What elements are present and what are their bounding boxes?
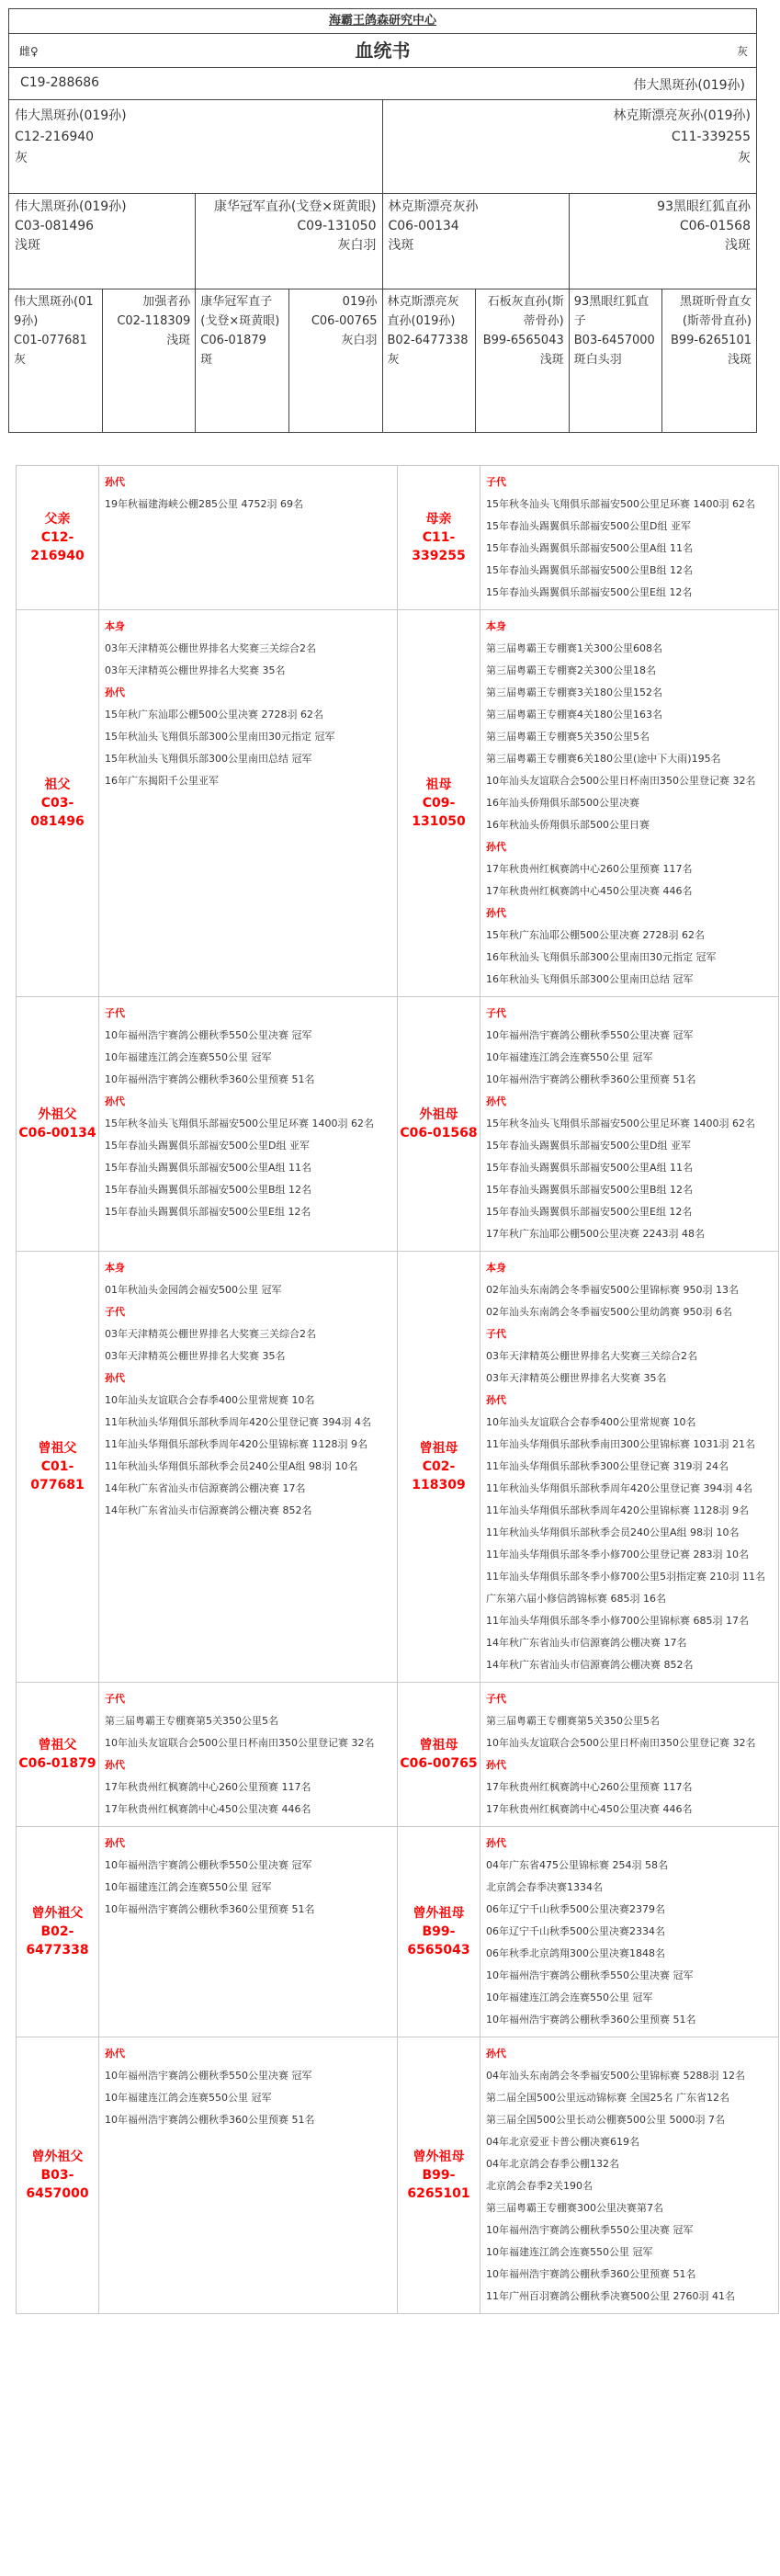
record-section-heading: 子代 (486, 476, 506, 488)
ggp-name: 黑斑昕骨直女(斯蒂骨直孙) (679, 295, 752, 328)
record-line: 15年秋广东汕耶公棚500公里决赛 2728羽 62名 (105, 709, 323, 721)
ancestor-records (480, 466, 779, 610)
grandparent-name: 93黑眼红狐直孙 (657, 199, 751, 214)
record-line: 第三届粤霸王专棚赛第5关350公里5名 (105, 1715, 278, 1727)
record-line: 06年辽宁千山秋季500公里决赛2334名 (486, 1925, 665, 1937)
record-section-heading: 孙代 (486, 907, 506, 919)
record-section-heading: 孙代 (105, 1372, 125, 1384)
grandparent-name: 康华冠军直孙(戈登×斑黄眼) (213, 199, 377, 214)
ancestor-ring: C06-01879 (18, 1756, 96, 1771)
record-line: 15年春汕头踢翼俱乐部福安500公里B组 12名 (486, 564, 694, 576)
ancestor-label (17, 2037, 99, 2314)
ggp-ring: B99-6265101 (670, 334, 752, 347)
ggp-color: 浅斑 (539, 353, 564, 367)
record-line: 10年福州浩宇赛鸽公棚秋季360公里预赛 51名 (105, 1903, 315, 1915)
record-line: 北京鸽会春季2关190名 (486, 2180, 593, 2192)
great-grandparent-cell (289, 289, 383, 432)
record-line: 10年汕头友谊联合会春季400公里常规赛 10名 (486, 1416, 696, 1428)
ancestor-label (398, 466, 480, 610)
ancestor-role: 外祖母 (419, 1107, 458, 1122)
record-line: 16年秋汕头飞翔俱乐部300公里南田总结 冠军 (486, 973, 694, 985)
record-line: 15年春汕头踢翼俱乐部福安500公里A组 11名 (486, 542, 694, 554)
grandparent-cell (383, 194, 570, 289)
ancestor-label (17, 1252, 99, 1683)
ancestor-records (99, 997, 398, 1252)
ancestor-records (99, 610, 398, 997)
record-row (17, 1827, 779, 2037)
record-line: 17年秋贵州红枫赛鸽中心450公里决赛 446名 (486, 885, 693, 897)
record-section-heading: 子代 (105, 1693, 125, 1705)
grandparent-color: 浅斑 (725, 238, 751, 253)
ancestor-label (17, 610, 99, 997)
record-line: 15年秋冬汕头飞翔俱乐部福安500公里足环赛 1400羽 62名 (486, 498, 755, 510)
dam-ring: C11-339255 (671, 130, 751, 144)
ggp-ring: C02-118309 (117, 314, 191, 328)
record-row (17, 2037, 779, 2314)
ancestor-label (17, 466, 99, 610)
generation-parents (9, 100, 756, 194)
record-line: 10年福州浩宇赛鸽公棚秋季360公里预赛 51名 (486, 2014, 696, 2026)
record-line: 15年春汕头踢翼俱乐部福安500公里A组 11名 (486, 1162, 694, 1174)
record-row (17, 1252, 779, 1683)
record-line: 11年汕头华翔俱乐部冬季小修700公里登记赛 283羽 10名 (486, 1549, 749, 1560)
record-line: 06年辽宁千山秋季500公里决赛2379名 (486, 1903, 665, 1915)
grandparent-cell (196, 194, 382, 289)
pigeon-color: 灰 (736, 45, 748, 58)
record-line: 10年福州浩宇赛鸽公棚秋季550公里决赛 冠军 (486, 2224, 694, 2236)
ggp-ring: B99-6565043 (482, 334, 564, 347)
subject-row (9, 68, 756, 100)
dam-color: 灰 (738, 151, 751, 165)
record-line: 03年天津精英公棚世界排名大奖赛 35名 (105, 1350, 286, 1362)
record-section-heading: 孙代 (105, 1095, 125, 1107)
record-line: 11年秋汕头华翔俱乐部秋季会员240公里A组 98羽 10名 (486, 1526, 740, 1538)
org-title: 海霸王鸽森研究中心 (9, 9, 756, 34)
record-line: 15年春汕头踢翼俱乐部福安500公里B组 12名 (486, 1184, 694, 1196)
ancestor-role: 曾外祖母 (413, 2150, 465, 2164)
ancestor-role: 外祖父 (38, 1107, 77, 1122)
record-line: 15年春汕头踢翼俱乐部福安500公里D组 亚军 (486, 520, 691, 532)
record-line: 11年广州百羽赛鸽公棚秋季决赛500公里 2760羽 41名 (486, 2290, 735, 2302)
record-line: 第三届粤霸王专棚赛3关180公里152名 (486, 687, 662, 698)
great-grandparent-cell (570, 289, 663, 432)
record-line: 02年汕头东南鸽会冬季福安500公里幼鸽赛 950羽 6名 (486, 1306, 732, 1318)
ggp-name: 伟大黑斑孙(019孙) (14, 295, 94, 328)
ggp-color: 灰白羽 (341, 334, 378, 347)
sex-label: 雌♀ (19, 45, 39, 58)
record-line: 14年秋广东省汕头市信源赛鸽公棚决赛 17名 (486, 1637, 687, 1649)
record-line: 第三届粤霸王专棚赛1关300公里608名 (486, 642, 662, 654)
record-line: 10年汕头友谊联合会500公里日杯南田350公里登记赛 32名 (486, 1737, 756, 1749)
great-grandparent-cell (9, 289, 103, 432)
record-line: 10年福州浩宇赛鸽公棚秋季550公里决赛 冠军 (486, 1029, 694, 1041)
ggp-color: 灰 (387, 353, 400, 367)
ancestor-label (17, 1827, 99, 2037)
record-line: 11年汕头华翔俱乐部秋季300公里登记赛 319羽 24名 (486, 1460, 729, 1472)
record-line: 06年秋季北京鸽翔300公里决赛1848名 (486, 1947, 665, 1959)
ancestor-role: 祖母 (425, 777, 452, 792)
generation-grandparents (9, 194, 756, 289)
record-line: 03年天津精英公棚世界排名大奖赛三关综合2名 (486, 1350, 697, 1362)
ggp-ring: B02-6477338 (387, 334, 469, 347)
record-line: 10年福建连江鸽会连赛550公里 冠军 (486, 2246, 653, 2258)
record-line: 第三届粤霸王专棚赛第5关350公里5名 (486, 1715, 660, 1727)
ggp-ring: B03-6457000 (573, 334, 655, 347)
record-line: 03年天津精英公棚世界排名大奖赛三关综合2名 (105, 642, 316, 654)
ancestor-role: 曾外祖父 (31, 1906, 84, 1921)
ancestor-role: 曾祖父 (38, 1738, 77, 1753)
record-section-heading: 本身 (486, 1262, 506, 1274)
record-section-heading: 本身 (105, 1262, 125, 1274)
sire-name: 伟大黑斑孙(019孙) (15, 108, 127, 123)
ancestor-role: 曾祖母 (419, 1738, 458, 1753)
record-section-heading: 孙代 (486, 1095, 506, 1107)
grandparent-color: 浅斑 (388, 238, 414, 253)
ancestor-role: 母亲 (425, 512, 452, 527)
record-line: 15年春汕头踢翼俱乐部福安500公里E组 12名 (486, 586, 693, 598)
ancestor-label (398, 610, 480, 997)
record-section-heading: 子代 (486, 1328, 506, 1340)
record-line: 15年春汕头踢翼俱乐部福安500公里E组 12名 (486, 1206, 693, 1218)
ggp-color: 浅斑 (727, 353, 752, 367)
record-line: 15年春汕头踢翼俱乐部福安500公里D组 亚军 (105, 1140, 310, 1152)
grandparent-color: 浅斑 (15, 238, 40, 253)
ancestor-label (398, 1827, 480, 2037)
record-row (17, 610, 779, 997)
record-line: 11年汕头华翔俱乐部冬季小修700公里锦标赛 685羽 17名 (486, 1615, 749, 1627)
record-line: 17年秋贵州红枫赛鸽中心260公里预赛 117名 (486, 863, 693, 875)
great-grandparent-cell (662, 289, 756, 432)
record-row (17, 997, 779, 1252)
record-line: 15年秋汕头飞翔俱乐部300公里南田总结 冠军 (105, 753, 312, 765)
record-section-heading: 孙代 (486, 841, 506, 853)
record-line: 03年天津精英公棚世界排名大奖赛三关综合2名 (105, 1328, 316, 1340)
record-line: 17年秋贵州红枫赛鸽中心260公里预赛 117名 (486, 1781, 693, 1793)
subject-lineage: 伟大黑斑孙(019孙) (633, 78, 745, 93)
record-line: 10年福州浩宇赛鸽公棚秋季550公里决赛 冠军 (486, 1969, 694, 1981)
great-grandparent-cell (196, 289, 289, 432)
ancestor-records (480, 1683, 779, 1827)
record-line: 10年福建连江鸽会连赛550公里 冠军 (105, 1881, 272, 1893)
record-line: 16年汕头侨翔俱乐部500公里决赛 (486, 797, 639, 809)
record-line: 北京鸽会春季决赛1334名 (486, 1881, 603, 1893)
ancestor-role: 父亲 (44, 512, 71, 527)
record-line: 10年福建连江鸽会连赛550公里 冠军 (105, 2092, 272, 2104)
record-line: 第三届粤霸王专棚赛300公里决赛第7名 (486, 2202, 663, 2214)
grandparent-ring: C06-00134 (388, 219, 459, 233)
grandparent-ring: C03-081496 (15, 219, 95, 233)
grandparent-ring: C06-01568 (679, 219, 751, 233)
record-section-heading: 孙代 (486, 1759, 506, 1771)
record-line: 11年汕头华翔俱乐部秋季周年420公里锦标赛 1128羽 9名 (486, 1504, 749, 1516)
record-line: 02年汕头东南鸽会冬季福安500公里锦标赛 950羽 13名 (486, 1284, 739, 1296)
record-line: 04年北京爱亚卡普公棚决赛619名 (486, 2136, 639, 2148)
ancestor-ring: C12-216940 (30, 530, 85, 563)
record-line: 01年秋汕头金园鸽会福安500公里 冠军 (105, 1284, 282, 1296)
record-line: 03年天津精英公棚世界排名大奖赛 35名 (105, 664, 286, 676)
record-line: 10年汕头友谊联合会春季400公里常规赛 10名 (105, 1394, 315, 1406)
ancestor-records (480, 997, 779, 1252)
great-grandparent-cell (103, 289, 197, 432)
generation-great-grandparents (9, 289, 756, 432)
record-section-heading: 本身 (105, 620, 125, 632)
ggp-color: 灰 (14, 353, 27, 367)
record-line: 16年秋汕头侨翔俱乐部500公里日赛 (486, 819, 650, 831)
record-line: 10年汕头友谊联合会500公里日杯南田350公里登记赛 32名 (105, 1737, 375, 1749)
record-line: 10年福州浩宇赛鸽公棚秋季360公里预赛 51名 (486, 1073, 696, 1085)
dam-cell (383, 100, 757, 193)
record-line: 16年秋汕头飞翔俱乐部300公里南田30元指定 冠军 (486, 951, 717, 963)
record-section-heading: 孙代 (486, 1837, 506, 1849)
record-line: 10年福州浩宇赛鸽公棚秋季550公里决赛 冠军 (105, 1859, 312, 1871)
grandparent-name: 林克斯漂亮灰孙 (388, 199, 479, 214)
ancestor-ring: C06-00765 (400, 1756, 478, 1771)
sire-ring: C12-216940 (15, 130, 95, 144)
record-line: 10年福建连江鸽会连赛550公里 冠军 (486, 1992, 653, 2003)
ancestor-records (99, 466, 398, 610)
record-line: 11年汕头华翔俱乐部秋季南田300公里锦标赛 1031羽 21名 (486, 1438, 755, 1450)
record-line: 15年春汕头踢翼俱乐部福安500公里B组 12名 (105, 1184, 312, 1196)
grandparent-name: 伟大黑斑孙(019孙) (15, 199, 127, 214)
ancestor-ring: C03-081496 (30, 796, 85, 829)
record-line: 第三届粤霸王专棚赛5关350公里5名 (486, 731, 650, 743)
ggp-name: 019孙 (342, 295, 378, 309)
ancestor-label (398, 997, 480, 1252)
ancestor-ring: B03-6457000 (26, 2168, 89, 2201)
ancestor-label (398, 1252, 480, 1683)
certificate-header (9, 34, 756, 68)
record-section-heading: 子代 (105, 1007, 125, 1019)
record-line: 14年秋广东省汕头市信源赛鸽公棚决赛 852名 (486, 1659, 694, 1671)
grandparent-ring: C09-131050 (297, 219, 377, 233)
ancestor-ring: B99-6265101 (407, 2168, 470, 2201)
record-line: 15年春汕头踢翼俱乐部福安500公里D组 亚军 (486, 1140, 691, 1152)
record-line: 17年秋贵州红枫赛鸽中心450公里决赛 446名 (486, 1803, 693, 1815)
record-line: 广东第六届小修信鸽锦标赛 685羽 16名 (486, 1593, 666, 1605)
record-line: 15年秋冬汕头飞翔俱乐部福安500公里足环赛 1400羽 62名 (486, 1118, 755, 1129)
ancestor-ring: B99-6565043 (407, 1924, 470, 1958)
great-grandparent-cell (476, 289, 570, 432)
record-line: 15年秋广东汕耶公棚500公里决赛 2728羽 62名 (486, 929, 705, 941)
record-section-heading: 孙代 (486, 1394, 506, 1406)
ancestor-records (480, 1827, 779, 2037)
record-line: 第三届粤霸王专棚赛2关300公里18名 (486, 664, 656, 676)
ggp-name: 康华冠军直子(戈登×斑黄眼) (200, 295, 280, 328)
record-line: 第三届粤霸王专棚赛4关180公里163名 (486, 709, 662, 721)
ggp-ring: C06-01879 (200, 334, 266, 347)
record-section-heading: 本身 (486, 620, 506, 632)
record-line: 10年福州浩宇赛鸽公棚秋季550公里决赛 冠军 (105, 1029, 312, 1041)
ancestor-role: 祖父 (44, 777, 71, 792)
record-line: 15年秋汕头飞翔俱乐部300公里南田30元指定 冠军 (105, 731, 335, 743)
grandparent-cell (9, 194, 196, 289)
ancestor-role: 曾外祖母 (413, 1906, 465, 1921)
ancestor-label (17, 1683, 99, 1827)
ancestor-records (99, 1252, 398, 1683)
ancestor-records (99, 1683, 398, 1827)
race-records-body (17, 466, 779, 2314)
subject-ring-number: C19-288686 (20, 75, 100, 90)
record-line: 11年秋汕头华翔俱乐部秋季周年420公里登记赛 394羽 4名 (105, 1416, 371, 1428)
ggp-color: 斑 (200, 353, 213, 367)
race-records-table (16, 465, 779, 2314)
ggp-ring: C01-077681 (14, 334, 87, 347)
ancestor-role: 曾外祖父 (31, 2150, 84, 2164)
record-line: 15年春汕头踢翼俱乐部福安500公里A组 11名 (105, 1162, 312, 1174)
record-line: 10年汕头友谊联合会500公里日杯南田350公里登记赛 32名 (486, 775, 756, 787)
ancestor-ring: B02-6477338 (26, 1924, 89, 1958)
ancestor-ring: C06-00134 (18, 1126, 96, 1140)
record-line: 17年秋贵州红枫赛鸽中心450公里决赛 446名 (105, 1803, 311, 1815)
record-line: 04年广东省475公里锦标赛 254羽 58名 (486, 1859, 668, 1871)
ggp-color: 浅斑 (166, 334, 191, 347)
record-line: 10年福州浩宇赛鸽公棚秋季550公里决赛 冠军 (105, 2070, 312, 2082)
ancestor-records (99, 1827, 398, 2037)
record-line: 10年福建连江鸽会连赛550公里 冠军 (105, 1051, 272, 1063)
ancestor-ring: C06-01568 (400, 1126, 478, 1140)
record-section-heading: 孙代 (105, 1759, 125, 1771)
ggp-color: 斑白头羽 (573, 353, 622, 367)
sire-cell (9, 100, 383, 193)
record-line: 第三届全国500公里长动公棚赛500公里 5000羽 7名 (486, 2114, 725, 2126)
record-line: 11年汕头华翔俱乐部冬季小修700公里5羽指定赛 210羽 11名 (486, 1571, 765, 1583)
record-line: 11年秋汕头华翔俱乐部秋季会员240公里A组 98羽 10名 (105, 1460, 358, 1472)
record-line: 19年秋福建海峡公棚285公里 4752羽 69名 (105, 498, 303, 510)
record-section-heading: 孙代 (486, 2048, 506, 2060)
ggp-name: 林克斯漂亮灰直孙(019孙) (387, 295, 459, 328)
record-section-heading: 孙代 (105, 1837, 125, 1849)
record-line: 10年福州浩宇赛鸽公棚秋季360公里预赛 51名 (105, 1073, 315, 1085)
ancestor-ring: C11-339255 (412, 530, 466, 563)
record-line: 10年福州浩宇赛鸽公棚秋季360公里预赛 51名 (486, 2268, 696, 2280)
record-line: 04年北京鸽会春季公棚132名 (486, 2158, 619, 2170)
ancestor-role: 曾祖父 (38, 1441, 77, 1456)
great-grandparent-cell (383, 289, 477, 432)
record-section-heading: 子代 (486, 1693, 506, 1705)
sire-color: 灰 (15, 151, 28, 165)
record-line: 15年春汕头踢翼俱乐部福安500公里E组 12名 (105, 1206, 311, 1218)
pedigree-certificate (8, 8, 757, 433)
record-section-heading: 子代 (105, 1306, 125, 1318)
ancestor-ring: C01-077681 (30, 1459, 85, 1492)
record-section-heading: 孙代 (105, 687, 125, 698)
record-line: 11年汕头华翔俱乐部秋季周年420公里锦标赛 1128羽 9名 (105, 1438, 367, 1450)
record-section-heading: 子代 (486, 1007, 506, 1019)
ggp-name: 加强者孙 (142, 295, 191, 309)
record-row (17, 466, 779, 610)
ancestor-records (480, 2037, 779, 2314)
record-line: 第二届全国500公里远动锦标赛 全国25名 广东省12名 (486, 2092, 729, 2104)
record-row (17, 1683, 779, 1827)
grandparent-cell (570, 194, 756, 289)
record-line: 15年秋冬汕头飞翔俱乐部福安500公里足环赛 1400羽 62名 (105, 1118, 374, 1129)
record-line: 04年汕头东南鸽会冬季福安500公里锦标赛 5288羽 12名 (486, 2070, 745, 2082)
ancestor-records (480, 1252, 779, 1683)
ancestor-records (480, 610, 779, 997)
ancestor-role: 曾祖母 (419, 1441, 458, 1456)
ancestor-ring: C09-131050 (412, 796, 466, 829)
ancestor-label (398, 2037, 480, 2314)
record-line: 14年秋广东省汕头市信源赛鸽公棚决赛 852名 (105, 1504, 312, 1516)
record-line: 11年秋汕头华翔俱乐部秋季周年420公里登记赛 394羽 4名 (486, 1482, 752, 1494)
record-line: 03年天津精英公棚世界排名大奖赛 35名 (486, 1372, 667, 1384)
record-section-heading: 孙代 (105, 2048, 125, 2060)
certificate-heading: 血统书 (355, 40, 411, 62)
ancestor-ring: C02-118309 (412, 1459, 466, 1492)
record-line: 14年秋广东省汕头市信源赛鸽公棚决赛 17名 (105, 1482, 306, 1494)
record-line: 10年福建连江鸽会连赛550公里 冠军 (486, 1051, 653, 1063)
record-line: 16年广东揭阳千公里亚军 (105, 775, 219, 787)
ggp-name: 93黑眼红狐直子 (573, 295, 650, 328)
record-line: 17年秋贵州红枫赛鸽中心260公里预赛 117名 (105, 1781, 311, 1793)
record-section-heading: 孙代 (105, 476, 125, 488)
grandparent-color: 灰白羽 (337, 238, 377, 253)
dam-name: 林克斯漂亮灰孙(019孙) (613, 108, 751, 123)
ancestor-label (17, 997, 99, 1252)
ggp-name: 石板灰直孙(斯蒂骨孙) (487, 295, 564, 328)
record-line: 10年福州浩宇赛鸽公棚秋季360公里预赛 51名 (105, 2114, 315, 2126)
record-line: 17年秋广东汕耶公棚500公里决赛 2243羽 48名 (486, 1228, 705, 1240)
ancestor-records (99, 2037, 398, 2314)
ggp-ring: C06-00765 (311, 314, 378, 328)
ancestor-label (398, 1683, 480, 1827)
record-line: 第三届粤霸王专棚赛6关180公里(途中下大雨)195名 (486, 753, 721, 765)
